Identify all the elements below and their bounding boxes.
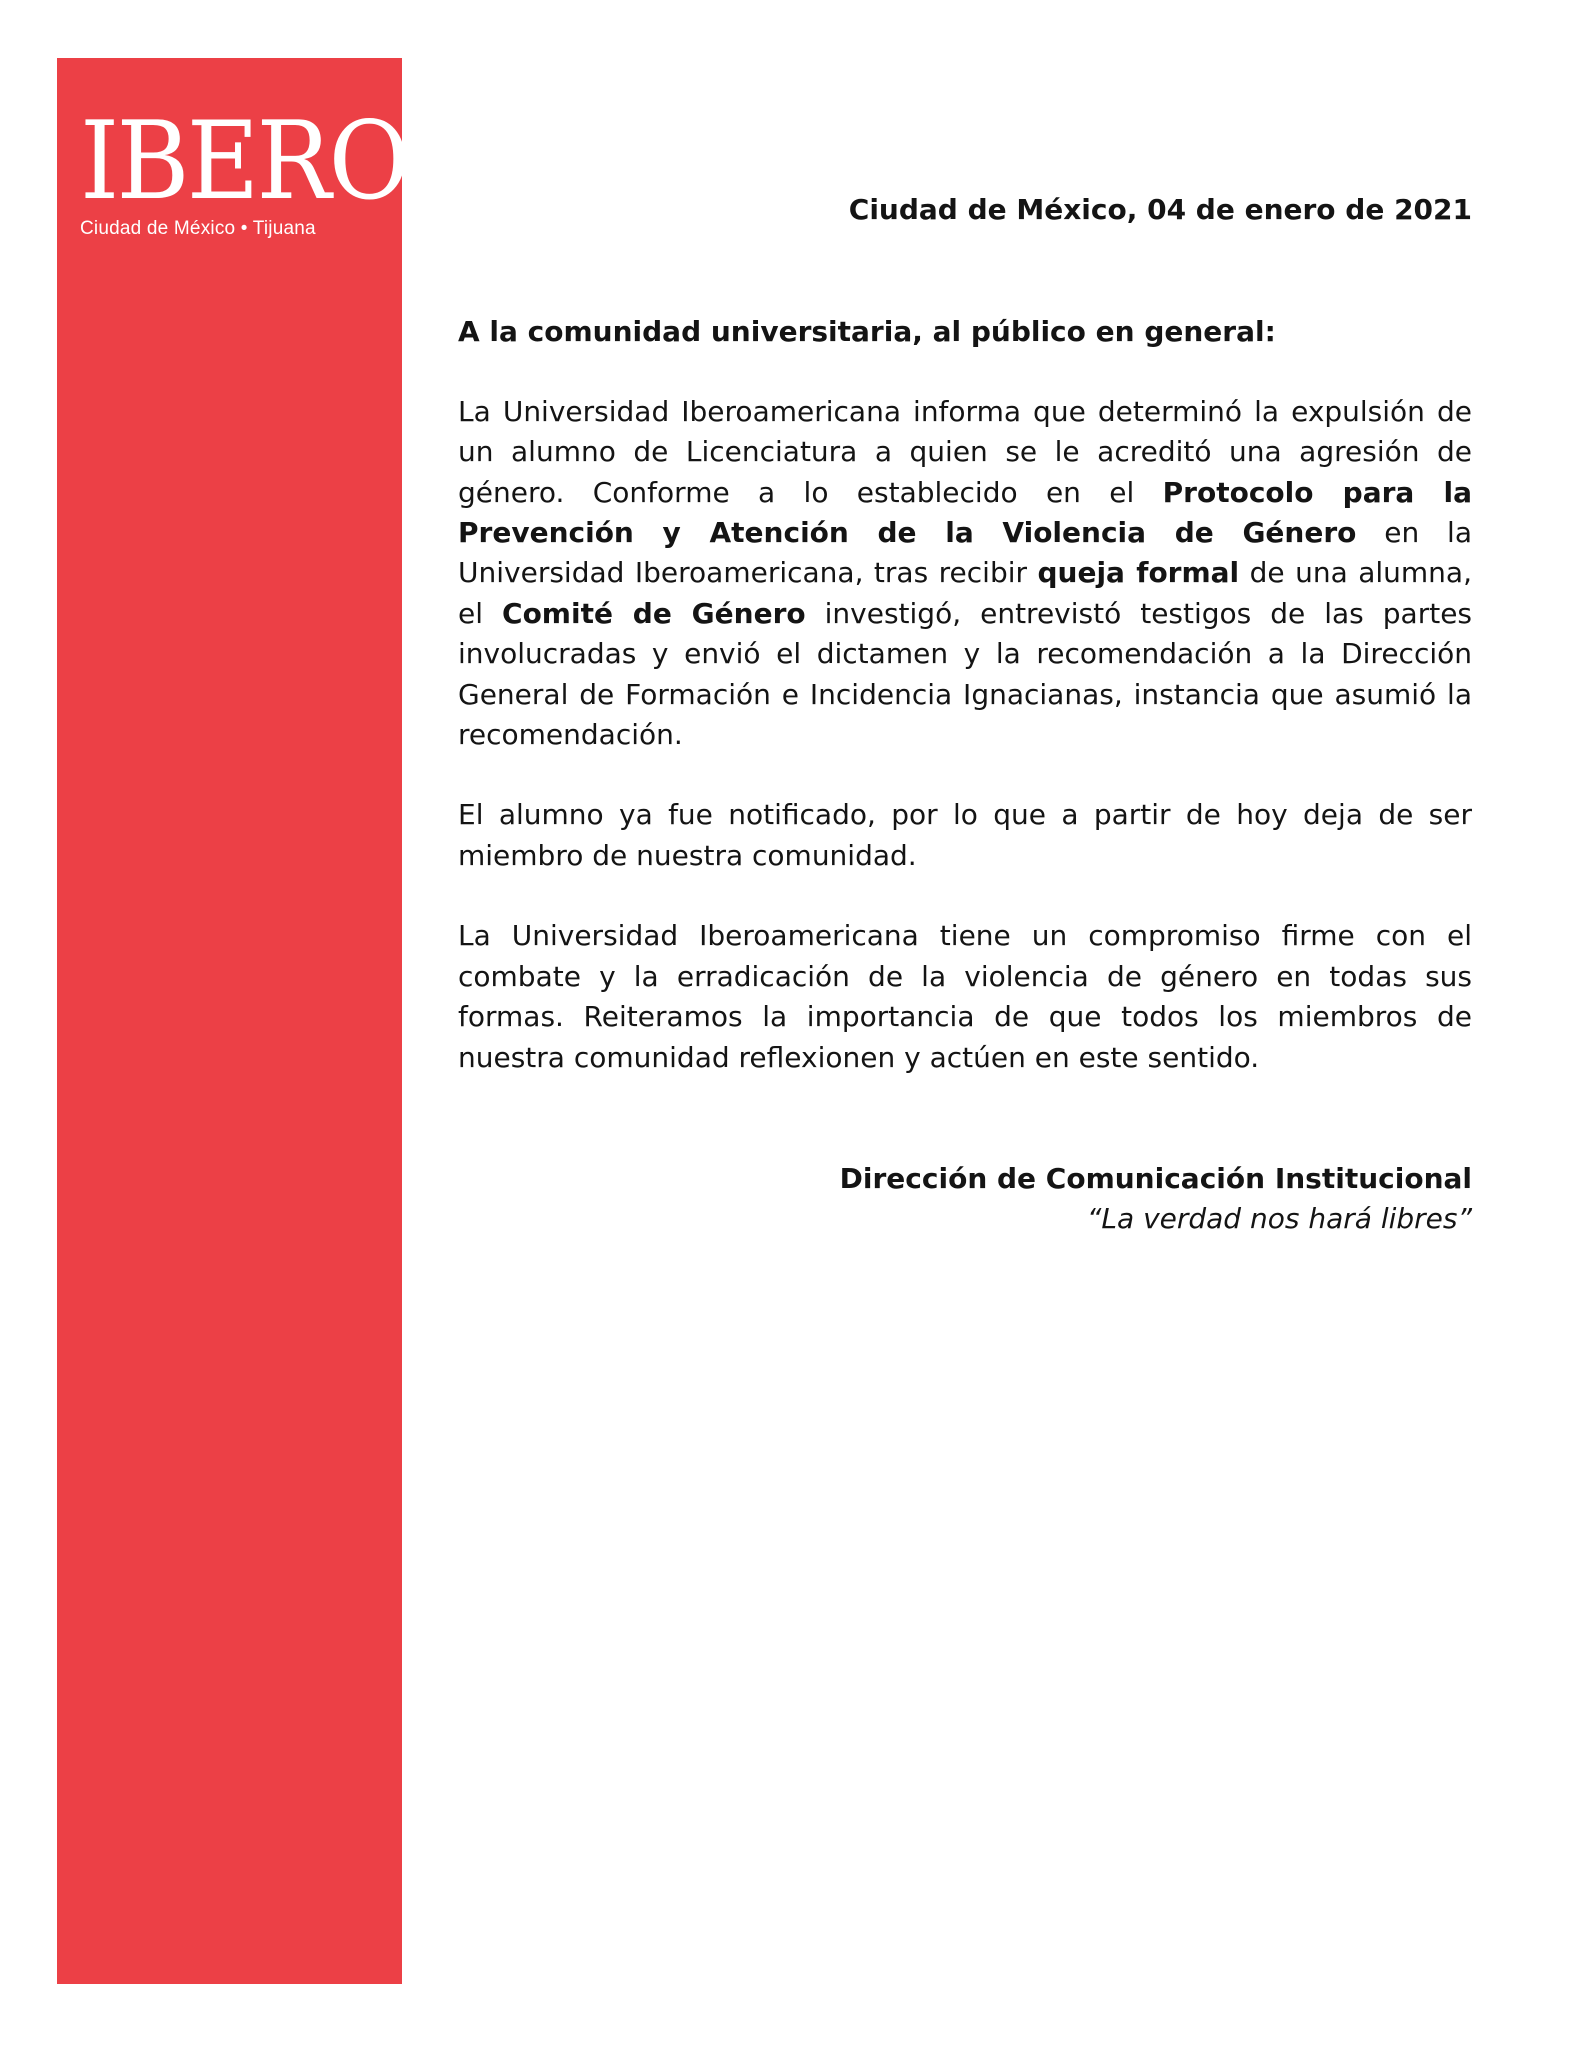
- letter-greeting: A la comunidad universitaria, al público en general:: [458, 315, 1276, 349]
- p1-text-3: de una alumna, el: [458, 556, 1472, 630]
- letter-body: [458, 190, 1472, 1240]
- letter-date: Ciudad de México, 04 de enero de 2021: [848, 193, 1472, 226]
- paragraph-commitment: La Universidad Iberoamericana tiene un compromiso firme con el combate y la erradicación de la violencia de género en todas sus formas. Reiteramos la importancia de que todos los miembros de nuestra comunidad reflexionen y actúen en este sentido.: [458, 919, 1472, 1074]
- signature-department: Dirección de Comunicación Institucional: [839, 1161, 1472, 1195]
- signature-motto: “La verdad nos hará libres”: [1086, 1202, 1472, 1236]
- paragraph-expulsion: [458, 392, 1472, 756]
- paragraph-notification: El alumno ya fue notificado, por lo que a partir de hoy deja de ser miembro de nuestra comunidad.: [458, 798, 1472, 872]
- gender-committee: Comité de Género: [502, 596, 806, 630]
- side-band: [57, 58, 402, 1984]
- protocol-name: Protocolo para la Prevención y Atención de la Violencia de Género: [458, 475, 1472, 550]
- p1-text-1: La Universidad Iberoamericana informa que determinó la expulsión de un alumno de Licenciatura a quien se le acreditó una agresión de género. Conforme a lo establecido en el: [458, 394, 1472, 509]
- signature-block: [458, 1159, 1472, 1240]
- p1-text-2: en la Universidad Iberoamericana, tras recibir: [458, 516, 1472, 590]
- logo-wordmark: IBERO: [80, 99, 408, 224]
- ibero-logo: [80, 99, 436, 240]
- p1-text-4: investigó, entrevistó testigos de las partes involucradas y envió el dictamen y la recomendación a la Dirección General de Formación e Incidencia Ignacianas, instancia que asumió la recomendación.: [458, 596, 1473, 752]
- logo-subtitle: Ciudad de México • Tijuana: [80, 218, 316, 239]
- formal-complaint: queja formal: [1037, 556, 1240, 590]
